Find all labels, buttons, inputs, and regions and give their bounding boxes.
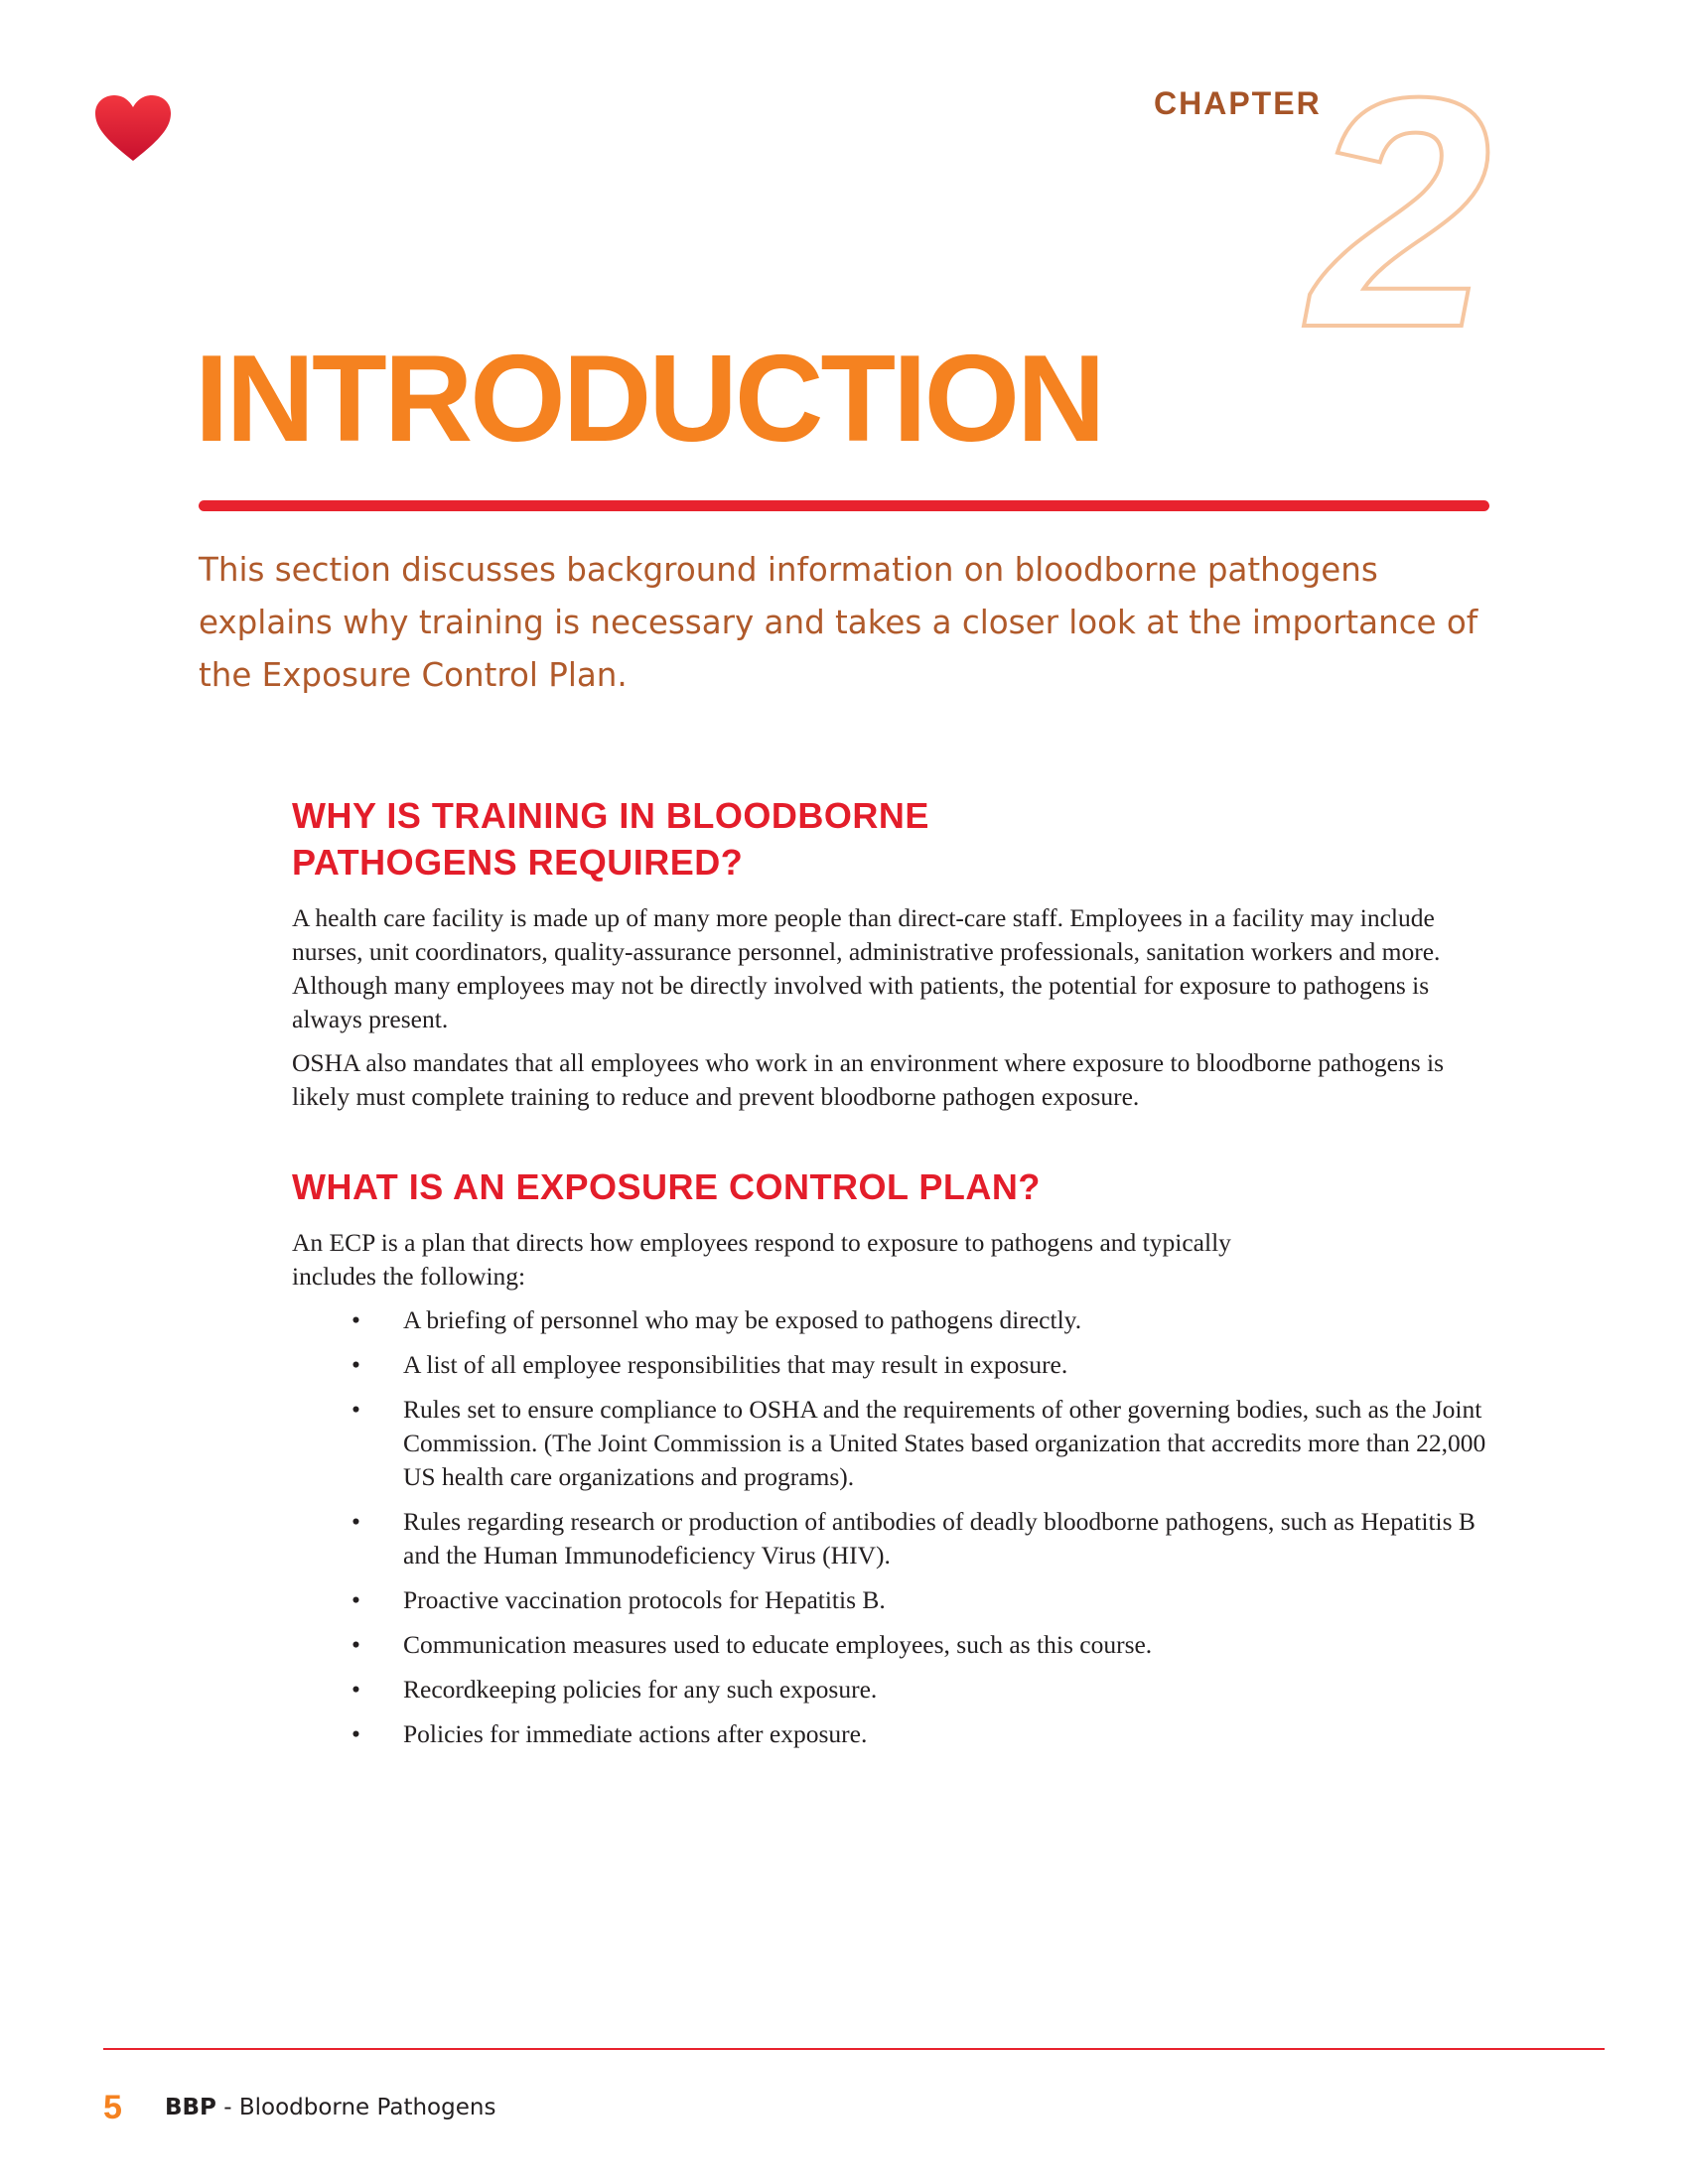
footer-doc-title: Bloodborne Pathogens [238, 2095, 496, 2120]
list-item-text: Recordkeeping policies for any such exposure. [403, 1675, 878, 1704]
bullet-icon: • [352, 1395, 360, 1424]
bullet-list [292, 1303, 1493, 1751]
bullet-icon: • [352, 1675, 360, 1704]
list-item-text: A briefing of personnel who may be exposed to pathogens directly. [403, 1305, 1082, 1334]
footer-abbreviation: BBP [165, 2095, 216, 2120]
list-item [352, 1505, 1493, 1572]
section-heading-training: WHY IS TRAINING IN BLOODBORNE PATHOGENS REQUIRED? [292, 795, 929, 883]
list-item [352, 1303, 1493, 1337]
title-divider [199, 500, 1489, 511]
list-item-text: Communication measures used to educate employees, such as this course. [403, 1630, 1153, 1659]
section-heading-ecp: WHAT IS AN EXPOSURE CONTROL PLAN? [292, 1166, 1041, 1207]
body-paragraph: OSHA also mandates that all employees who work in an environment where exposure to bloodborne pathogens is likely must complete training to reduce and prevent bloodborne pathogen exposure. [292, 1048, 1445, 1111]
bullet-icon: • [352, 1507, 360, 1536]
page-number: 5 [103, 2089, 122, 2126]
list-item-text: Proactive vaccination protocols for Hepatitis B. [403, 1585, 886, 1614]
bullet-icon: • [352, 1630, 360, 1659]
bullet-icon: • [352, 1719, 360, 1748]
list-item-text: Rules regarding research or production of antibodies of deadly bloodborne pathogens, such as Hepatitis B and the Human Immunodeficiency Virus (HIV). [403, 1507, 1476, 1570]
svg-text:2: 2 [1309, 79, 1491, 338]
footer-divider [103, 2048, 1605, 2050]
chapter-number [1281, 79, 1519, 338]
list-item-text: Policies for immediate actions after exposure. [403, 1719, 868, 1748]
intro-paragraph: This section discusses background information on bloodborne pathogens explains why training is necessary and takes a closer look at the importance of the Exposure Control Plan. [199, 551, 1478, 694]
list-item-text: Rules set to ensure compliance to OSHA and the requirements of other governing bodies, such as the Joint Commission. (The Joint Commission is a United States based organization that accredits more than 22,000 US health care organizations and programs). [403, 1395, 1486, 1491]
page-title: INTRODUCTION [195, 331, 1103, 468]
list-item-text: A list of all employee responsibilities that may result in exposure. [403, 1350, 1068, 1379]
heart-icon [95, 95, 171, 163]
body-paragraph: An ECP is a plan that directs how employees respond to exposure to pathogens and typically includes the following: [292, 1228, 1231, 1291]
list-item [352, 1673, 1493, 1706]
chapter-label: CHAPTER [1154, 85, 1322, 121]
bullet-icon: • [352, 1305, 360, 1334]
list-item [352, 1717, 1493, 1751]
main-content [292, 792, 1493, 1762]
list-item [352, 1348, 1493, 1382]
footer-title [165, 2095, 495, 2120]
bullet-icon: • [352, 1585, 360, 1614]
footer-separator: - [215, 2095, 239, 2120]
list-item [352, 1583, 1493, 1617]
bullet-icon: • [352, 1350, 360, 1379]
list-item [352, 1393, 1493, 1494]
list-item [352, 1628, 1493, 1662]
body-paragraph: A health care facility is made up of many more people than direct-care staff. Employees in a facility may include nurses, unit coordinators, quality-assurance personnel, administrative professionals, sanitation workers and more. Although many employees may not be directly involved with patients, the potential for exposure to pathogens is always present. [292, 903, 1441, 1033]
